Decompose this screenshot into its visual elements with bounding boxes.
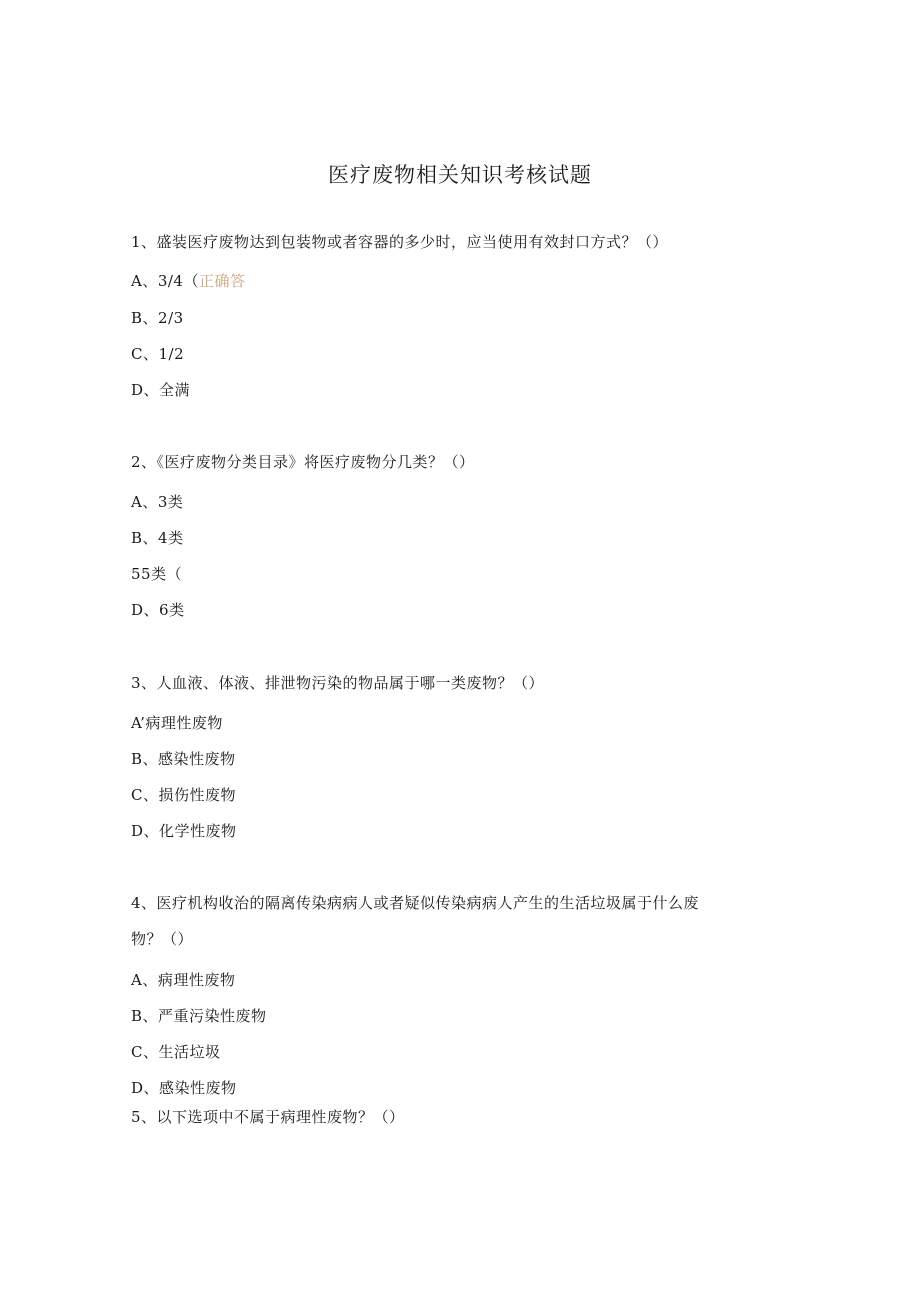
answer-note: 正确答 (198, 272, 246, 290)
question-5-text: 5、以下选项中不属于病理性废物？（） (131, 1108, 405, 1126)
question-1-option-c: C、1/2 (131, 345, 185, 363)
question-2-option-d: D、6类 (131, 601, 185, 619)
question-4-option-d: D、感染性废物 (131, 1079, 237, 1097)
question-4-option-c: C、生活垃圾 (131, 1043, 221, 1061)
page-title: 医疗废物相关知识考核试题 (328, 163, 592, 187)
question-2-option-c: 55类（ (131, 565, 183, 583)
question-3-option-b: B、感染性废物 (131, 750, 236, 768)
question-4-option-b: B、严重污染性废物 (131, 1007, 267, 1025)
question-4-option-a: A、病理性废物 (131, 971, 236, 989)
question-4-text-line-2: 物？（） (131, 930, 194, 948)
question-3-option-a: A’病理性废物 (131, 714, 223, 732)
question-1-text: 1、盛装医疗废物达到包装物或者容器的多少时，应当使用有效封口方式？（） (131, 233, 669, 251)
option-label: A、3/4（ (131, 272, 199, 290)
question-2-option-b: B、4类 (131, 529, 184, 547)
question-3-text: 3、人血液、体液、排泄物污染的物品属于哪一类废物？（） (131, 674, 545, 692)
question-2-text: 2、《医疗废物分类目录》将医疗废物分几类？（） (131, 453, 475, 471)
question-1-option-a (131, 270, 246, 292)
question-4-text-line-1: 4、医疗机构收治的隔离传染病病人或者疑似传染病病人产生的生活垃圾属于什么废 (131, 894, 700, 912)
question-3-option-d: D、化学性废物 (131, 822, 237, 840)
question-3-option-c: C、损伤性废物 (131, 786, 236, 804)
question-2-option-a: A、3类 (131, 493, 184, 511)
question-1-option-d: D、全满 (131, 381, 191, 399)
question-1-option-b: B、2/3 (131, 309, 184, 327)
